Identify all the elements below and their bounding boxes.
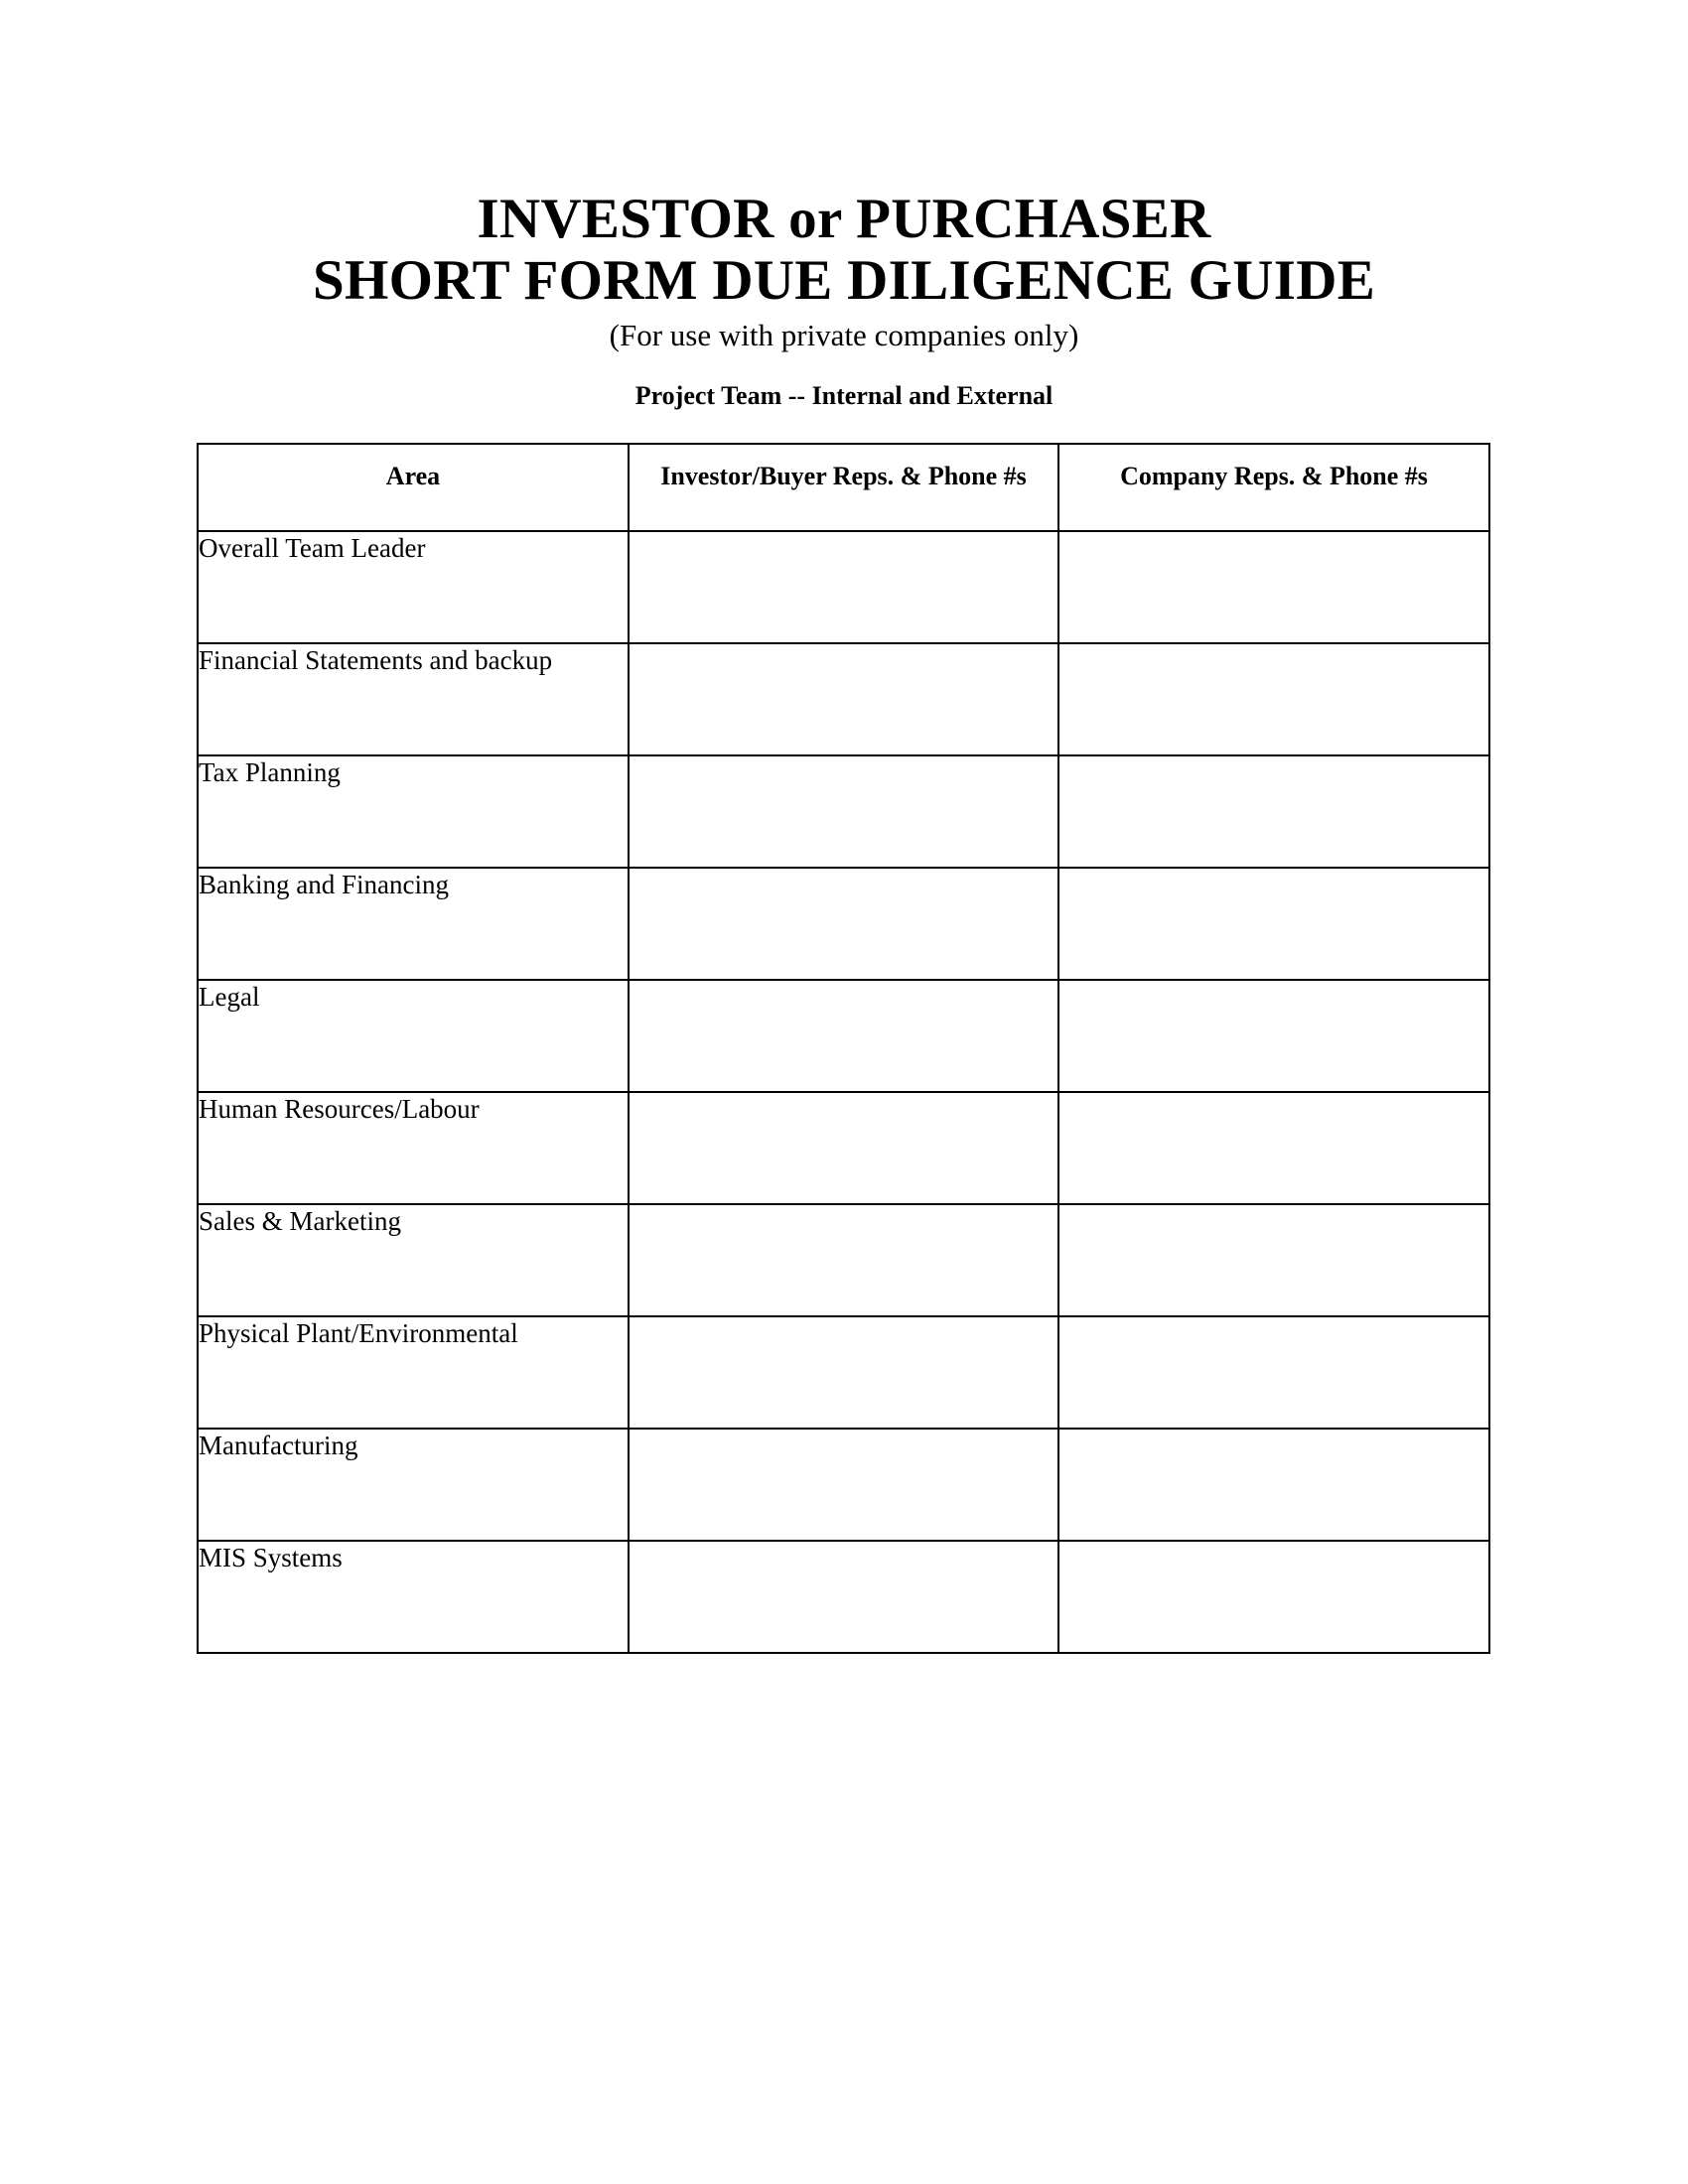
area-cell: Banking and Financing [198,868,629,980]
area-cell: MIS Systems [198,1541,629,1653]
header-company-reps: Company Reps. & Phone #s [1058,444,1489,531]
table-row [198,643,1489,755]
header-investor-reps: Investor/Buyer Reps. & Phone #s [629,444,1058,531]
table-row [198,868,1489,980]
investor-reps-cell[interactable] [629,531,1058,643]
section-heading: Project Team -- Internal and External [634,381,1054,410]
company-reps-cell[interactable] [1058,643,1489,755]
area-cell: Tax Planning [198,755,629,868]
investor-reps-cell[interactable] [629,1092,1058,1204]
company-reps-cell[interactable] [1058,1429,1489,1541]
document-header [0,189,1688,355]
company-reps-cell[interactable] [1058,980,1489,1092]
investor-reps-cell[interactable] [629,868,1058,980]
investor-reps-cell[interactable] [629,1316,1058,1429]
table-row [198,1541,1489,1653]
table-row [198,980,1489,1092]
subtitle: (For use with private companies only) [609,318,1079,352]
investor-reps-cell[interactable] [629,755,1058,868]
company-reps-cell[interactable] [1058,531,1489,643]
title-line-1: INVESTOR or PURCHASER [477,188,1211,250]
area-cell: Legal [198,980,629,1092]
table-row [198,1429,1489,1541]
company-reps-cell[interactable] [1058,1316,1489,1429]
table-row [198,1092,1489,1204]
project-team-table [197,443,1490,1654]
table-row [198,1316,1489,1429]
company-reps-cell[interactable] [1058,755,1489,868]
table-row [198,755,1489,868]
investor-reps-cell[interactable] [629,980,1058,1092]
investor-reps-cell[interactable] [629,1429,1058,1541]
table-row [198,531,1489,643]
company-reps-cell[interactable] [1058,1204,1489,1316]
area-cell: Human Resources/Labour [198,1092,629,1204]
area-cell: Financial Statements and backup [198,643,629,755]
table-header-row [198,444,1489,531]
header-area: Area [198,444,629,531]
company-reps-cell[interactable] [1058,1541,1489,1653]
investor-reps-cell[interactable] [629,643,1058,755]
area-cell: Physical Plant/Environmental [198,1316,629,1429]
company-reps-cell[interactable] [1058,1092,1489,1204]
investor-reps-cell[interactable] [629,1204,1058,1316]
area-cell: Overall Team Leader [198,531,629,643]
area-cell: Sales & Marketing [198,1204,629,1316]
company-reps-cell[interactable] [1058,868,1489,980]
area-cell: Manufacturing [198,1429,629,1541]
title-line-2: SHORT FORM DUE DILIGENCE GUIDE [312,249,1376,312]
table-row [198,1204,1489,1316]
investor-reps-cell[interactable] [629,1541,1058,1653]
